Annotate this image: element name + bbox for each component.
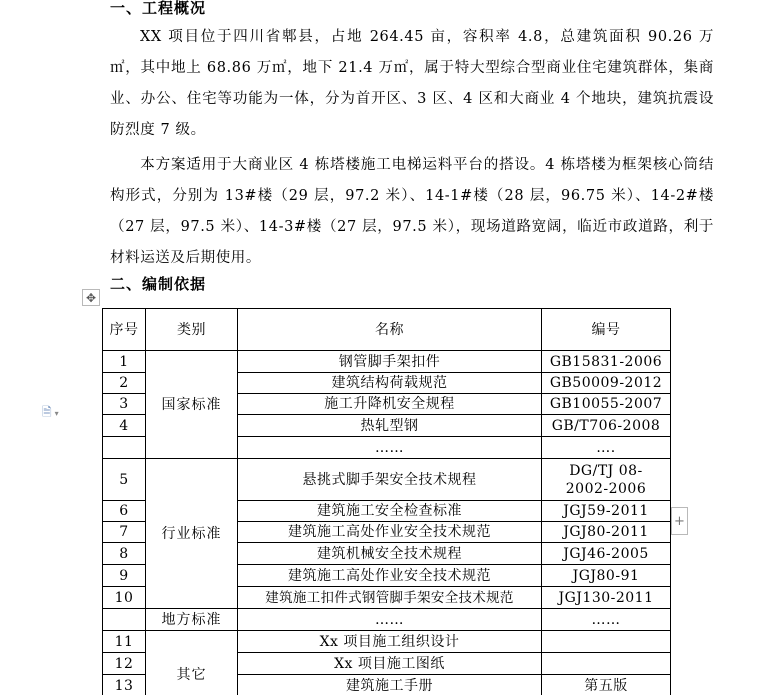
plus-icon: + — [674, 513, 685, 529]
row-code — [542, 653, 671, 675]
section2-heading: 二、编制依据 — [110, 275, 207, 293]
row-code: GB50009-2012 — [542, 373, 671, 394]
row-code: 第五版 — [542, 675, 671, 695]
table-row — [103, 459, 671, 501]
header-category: 类别 — [146, 309, 238, 351]
section1-paragraph-1 — [110, 22, 714, 146]
row-name: 热轧型钢 — [238, 415, 542, 437]
row-name: 施工升降机安全规程 — [238, 394, 542, 415]
row-name: 建筑施工安全检查标准 — [238, 501, 542, 522]
standards-table — [102, 308, 671, 695]
section1-paragraph-1-text: XX 项目位于四川省郫县，占地 264.45 亩，容积率 4.8，总建筑面积 90.26 万 ㎡，其中地上 68.86 万㎡，地下 21.4 万㎡，属于特大型综合型商业住宅建筑群体，集商业、办公、住宅等功能为一体，分为首开区、3 区、4 区和大商业 4 个地块，建筑抗震设防烈度 7 级。 — [110, 29, 714, 138]
section1-paragraph-2-text: 本方案适用于大商业区 4 栋塔楼施工电梯运料平台的搭设。4 栋塔楼为框架核心筒结构形式，分别为 13#楼（29 层，97.2 米）、14-1#楼（28 层，96.75 米）、14-2#楼（27 层，97.5 米）、14-3#楼（27 层，97.5 米），现场道路宽阔，临近市政道路，利于材料运送及后期使用。 — [110, 157, 714, 266]
document-icon: 🗎 — [42, 405, 52, 419]
category-national: 国家标准 — [146, 351, 238, 459]
add-row-button[interactable] — [671, 507, 688, 535]
row-no: 10 — [103, 587, 146, 609]
row-code: GB10055-2007 — [542, 394, 671, 415]
header-no: 序号 — [103, 309, 146, 351]
row-no: 11 — [103, 631, 146, 653]
row-name: 建筑施工高处作业安全技术规范 — [238, 522, 542, 543]
header-code: 编号 — [542, 309, 671, 351]
header-name: 名称 — [238, 309, 542, 351]
row-code: …… — [542, 609, 671, 631]
row-name: 悬挑式脚手架安全技术规程 — [238, 459, 542, 501]
row-name: 建筑施工高处作业安全技术规范 — [238, 565, 542, 587]
row-name: Xx 项目施工图纸 — [238, 653, 542, 675]
row-name: …… — [238, 609, 542, 631]
row-name: 建筑结构荷载规范 — [238, 373, 542, 394]
row-no: 9 — [103, 565, 146, 587]
row-no: 3 — [103, 394, 146, 415]
category-other: 其它 — [146, 631, 238, 695]
paragraph-options-button[interactable] — [42, 403, 59, 424]
row-code: DG/TJ 08-2002-2006 — [542, 459, 671, 501]
row-code: …. — [542, 437, 671, 459]
row-code: JGJ130-2011 — [542, 587, 671, 609]
row-code: GB15831-2006 — [542, 351, 671, 373]
row-no: 5 — [103, 459, 146, 501]
row-no: 12 — [103, 653, 146, 675]
row-no: 1 — [103, 351, 146, 373]
row-code: JGJ59-2011 — [542, 501, 671, 522]
category-industry: 行业标准 — [146, 459, 238, 609]
table-row — [103, 631, 671, 653]
row-code: GB/T706-2008 — [542, 415, 671, 437]
row-name: 建筑机械安全技术规程 — [238, 543, 542, 565]
row-code: JGJ46-2005 — [542, 543, 671, 565]
row-name: 建筑施工扣件式钢管脚手架安全技术规范 — [238, 587, 542, 609]
row-no — [103, 437, 146, 459]
move-icon: ✥ — [85, 290, 97, 305]
table-row — [103, 609, 671, 631]
row-no: 2 — [103, 373, 146, 394]
table-move-handle[interactable] — [82, 289, 100, 306]
row-name: 建筑施工手册 — [238, 675, 542, 695]
chevron-down-icon: ▾ — [54, 409, 59, 418]
row-code: JGJ80-91 — [542, 565, 671, 587]
table-row — [103, 351, 671, 373]
row-no: 6 — [103, 501, 146, 522]
row-code: JGJ80-2011 — [542, 522, 671, 543]
section1-paragraph-2 — [110, 150, 714, 274]
category-local: 地方标准 — [146, 609, 238, 631]
row-no — [103, 609, 146, 631]
row-name: …… — [238, 437, 542, 459]
row-no: 8 — [103, 543, 146, 565]
row-no: 13 — [103, 675, 146, 695]
table-header-row — [103, 309, 671, 351]
row-no: 4 — [103, 415, 146, 437]
row-name: Xx 项目施工组织设计 — [238, 631, 542, 653]
row-code — [542, 631, 671, 653]
row-name: 钢管脚手架扣件 — [238, 351, 542, 373]
section1-heading: 一、工程概况 — [110, 0, 207, 17]
row-no: 7 — [103, 522, 146, 543]
